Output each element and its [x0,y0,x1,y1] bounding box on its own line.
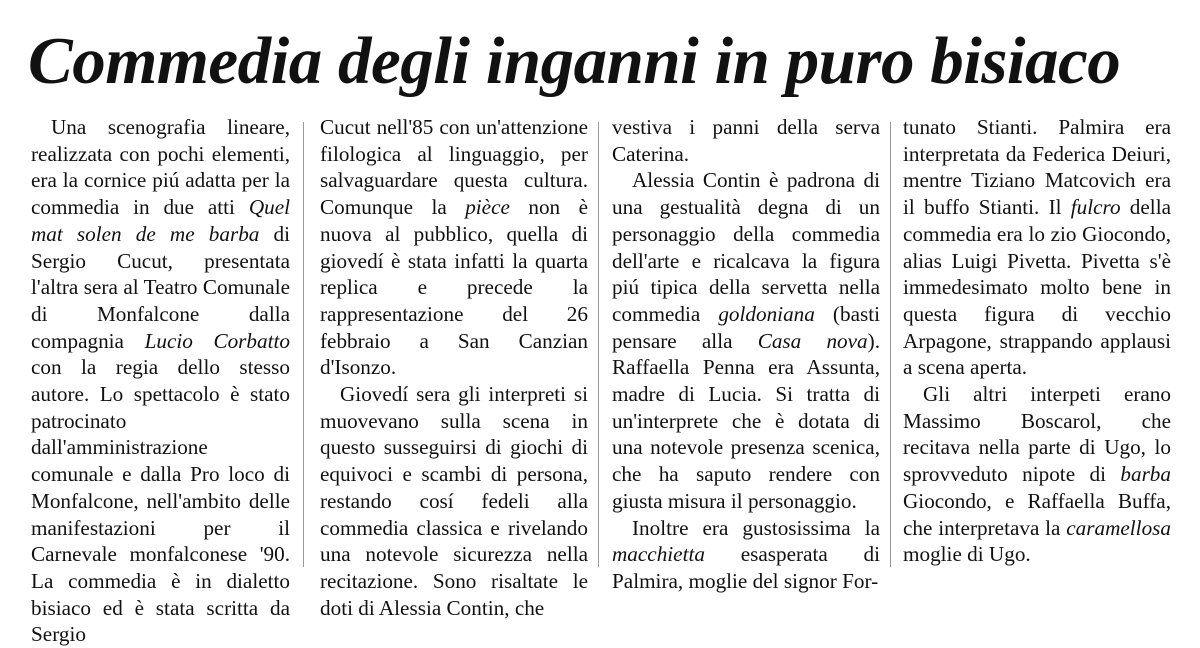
text-run: con la regia dello stesso autore. Lo spettacolo è stato patrocinato dall'amministrazione comunale e dalla Pro loco di Monfalcone, nell'ambito delle manifestazioni per il Carnevale monfalconese '90. La commedia è in dialetto bisiaco ed è stata scritta da Sergio [31,355,290,647]
paragraph [612,515,880,595]
company-name: Lucio Corbatto [144,328,290,353]
article-column-3 [612,114,880,595]
text-run: ). Raffaella Penna era Assunta, madre di Lucia. Si tratta di un'interprete che è dotata di una notevole presenza scenica, che ha saputo rendere con giusta misura il personaggio. [612,328,880,513]
text-run: Cucut nell'85 con un'attenzione filologica al linguaggio, per salvaguardare questa cultura. Comunque la [320,115,588,220]
italic-term: goldoniana [718,301,815,326]
article-column-4 [903,114,1171,568]
text-run: Alessia Contin è padrona di una gestualità degna di un personaggio della commedia dell'arte e ricalcava la figura piú tipica della servetta nella commedia [612,168,880,326]
text-run: non è nuova al pubblico, quella di giovedí è stata infatti la quarta replica e precede la rappresentazione del 26 febbraio a San Canzian d'Isonzo. [320,195,589,380]
italic-term: macchietta [612,542,705,567]
headline: Commedia degli inganni in puro bisiaco [28,24,1121,98]
play-title: Casa nova [757,328,868,353]
text-run: tunato Stianti. Palmira era interpretata da Federica Deiuri, mentre Tiziano Matcovich era il buffo Stianti. Il [903,115,1171,220]
italic-term: barba [1120,462,1171,487]
column-divider [890,122,891,567]
paragraph [31,114,290,648]
italic-term: pièce [465,195,510,220]
text-run: Una scenografia lineare, realizzata con pochi elementi, era la cornice piú adatta per la commedia in due atti [31,115,290,220]
paragraph [612,167,880,514]
paragraph [903,114,1171,381]
article-column-2 [320,114,588,621]
paragraph [320,114,588,381]
paragraph: vestiva i panni della serva Caterina. [612,115,880,166]
paragraph: Giovedí sera gli interpreti si muovevano sulla scena in questo susseguirsi di giochi di equivoci e scambi di persona, restando cosí fedeli alla commedia classica e rivelando una notevole sicurezza nella recitazione. Sono risaltate le doti di Alessia Contin, che [320,382,588,620]
italic-term: fulcro [1070,195,1121,220]
play-title: Quel mat solen de me barba [31,195,290,246]
text-run: (basti pensare alla [612,301,881,353]
text-run: Gli altri interpeti erano Massimo Boscarol, che recitava nella parte di Ugo, lo sprovveduto nipote di [903,382,1171,487]
italic-term: caramellosa [1066,515,1171,540]
text-run: esasperata di Palmira, moglie del signor For- [612,542,880,593]
text-run: Inoltre era gustosissima la [632,515,880,540]
article-column-1 [31,114,290,648]
text-run: della commedia era lo zio Giocondo, alias Luigi Pivetta. Pivetta s'è immedesimato molto bene in questa figura di vecchio Arpagone, strappando applausi a scena aperta. [903,195,1171,380]
text-run: moglie di Ugo. [903,542,1031,567]
text-run: Giocondo, e Raffaella Buffa, che interpretava la [903,488,1171,540]
column-divider [598,122,599,567]
text-run: di Sergio Cucut, presentata l'altra sera al Teatro Comunale di Monfalcone dalla compagnia [31,221,291,353]
column-divider [303,122,304,567]
paragraph [903,381,1171,568]
